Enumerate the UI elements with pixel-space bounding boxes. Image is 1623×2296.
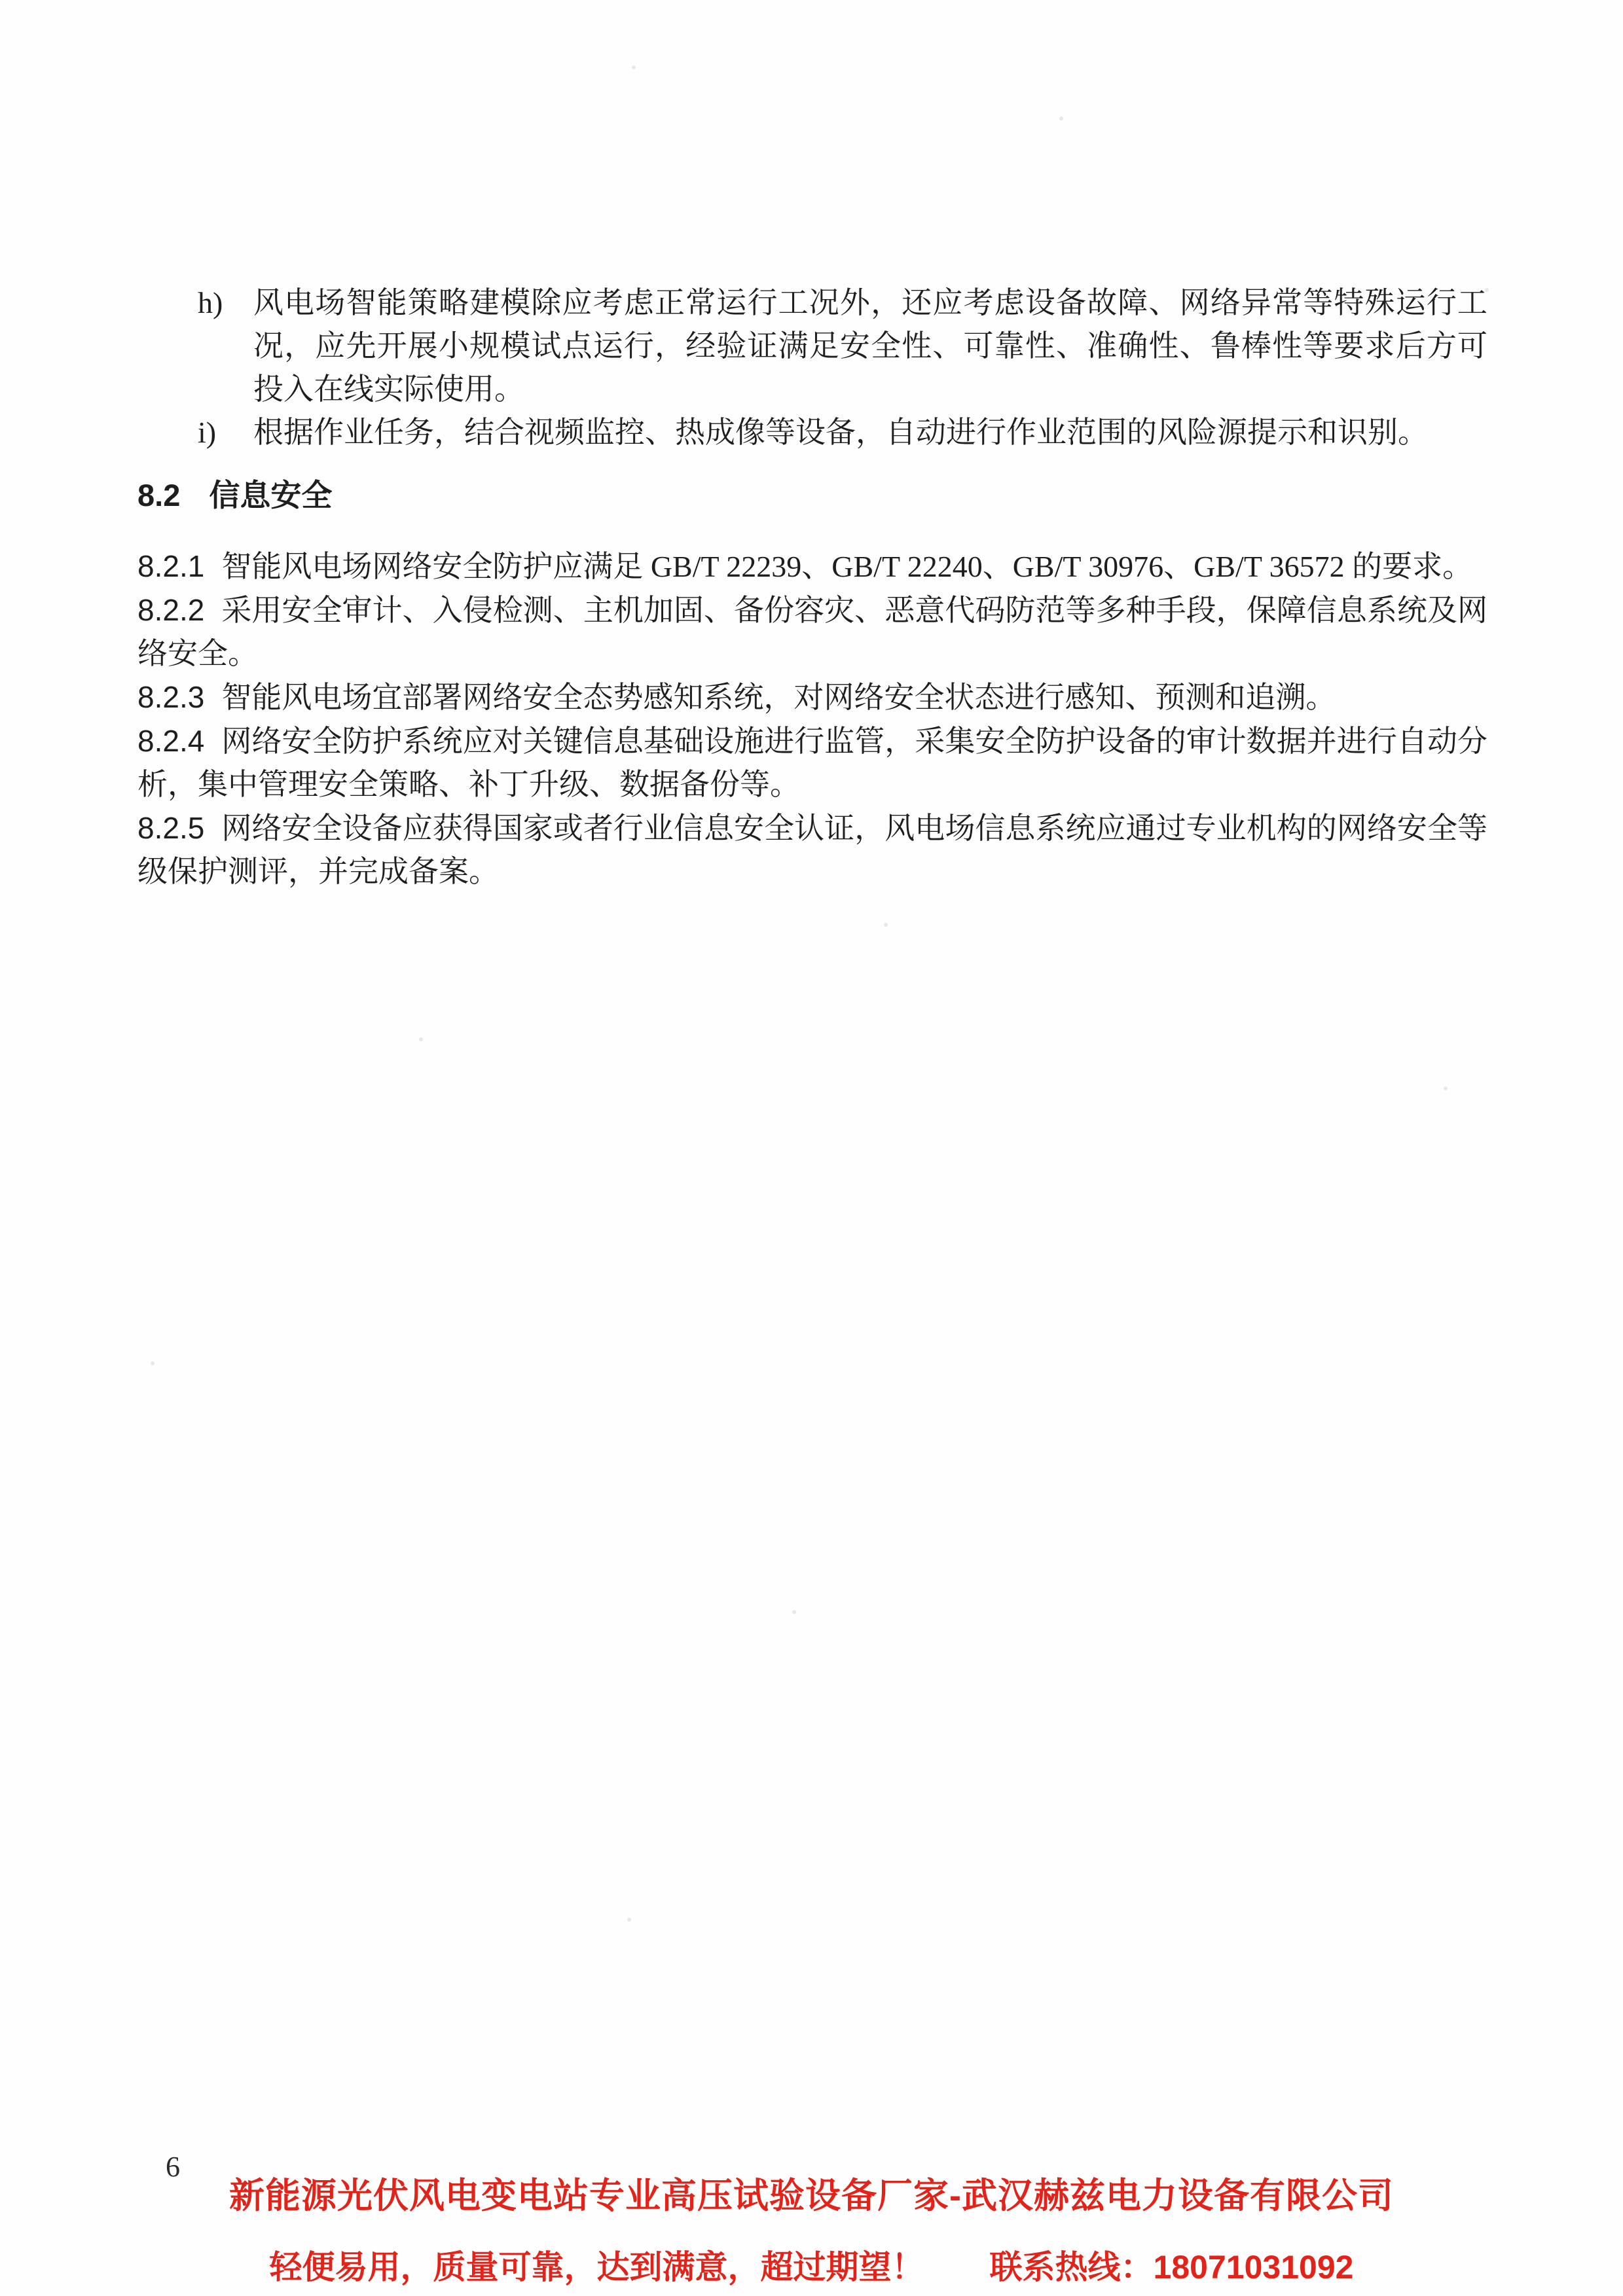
clause-8-2-1 <box>137 545 1487 588</box>
clause-8-2-4 <box>137 719 1487 806</box>
list-item-i-text: 根据作业任务，结合视频监控、热成像等设备，自动进行作业范围的风险源提示和识别。 <box>253 416 1428 449</box>
footer-slogan: 轻便易用，质量可靠，达到满意，超过期望！ <box>269 2249 924 2286</box>
clause-8-2-1-number: 8.2.1 <box>137 549 205 583</box>
clause-8-2-4-number: 8.2.4 <box>137 724 205 758</box>
clause-8-2-4-text: 网络安全防护系统应对关键信息基础设施进行监管，采集安全防护设备的审计数据并进行自动分析，集中管理安全策略、补丁升级、数据备份等。 <box>137 725 1487 801</box>
section-title: 信息安全 <box>209 478 333 512</box>
clause-8-2-5-text: 网络安全设备应获得国家或者行业信息安全认证，风电场信息系统应通过专业机构的网络安全等级保护测评，并完成备案。 <box>137 812 1487 888</box>
footer-hotline: 联系热线：18071031092 <box>989 2249 1354 2286</box>
clause-8-2-2-text: 采用安全审计、入侵检测、主机加固、备份容灾、恶意代码防范等多种手段，保障信息系统及网络安全。 <box>137 594 1487 670</box>
section-heading <box>137 474 1487 517</box>
document-body <box>137 281 1487 893</box>
scan-speckle <box>419 1037 423 1041</box>
scan-speckle <box>884 923 888 927</box>
scan-speckle <box>792 1610 796 1614</box>
scan-speckle <box>1444 1086 1448 1090</box>
clause-8-2-3-text: 智能风电场宜部署网络安全态势感知系统，对网络安全状态进行感知、预测和追溯。 <box>221 681 1336 714</box>
clause-8-2-3 <box>137 675 1487 719</box>
section-number: 8.2 <box>137 478 181 512</box>
clause-8-2-5 <box>137 806 1487 893</box>
clause-8-2-2-number: 8.2.2 <box>137 593 205 627</box>
clause-8-2-5-number: 8.2.5 <box>137 811 205 845</box>
list-item-h <box>198 281 1487 411</box>
scan-speckle <box>627 1918 631 1922</box>
clause-8-2-3-number: 8.2.3 <box>137 680 205 714</box>
scan-speckle <box>151 1361 155 1365</box>
scan-speckle <box>1485 288 1489 292</box>
list-item-i <box>198 411 1487 454</box>
footer-ad-line-2 <box>0 2241 1623 2288</box>
scan-speckle <box>632 65 636 69</box>
clause-8-2-2 <box>137 588 1487 675</box>
list-item-i-label: i) <box>198 416 217 449</box>
list-item-h-text: 风电场智能策略建模除应考虑正常运行工况外，还应考虑设备故障、网络异常等特殊运行工况，应先开展小规模试点运行，经验证满足安全性、可靠性、准确性、鲁棒性等要求后方可投入在线实际使用。 <box>253 286 1487 406</box>
clause-8-2-1-text: 智能风电场网络安全防护应满足 GB/T 22239、GB/T 22240、GB/T 30976、GB/T 36572 的要求。 <box>221 550 1473 583</box>
list-item-h-label: h) <box>198 286 223 319</box>
scan-speckle <box>1059 117 1063 120</box>
footer-ad-line-1: 新能源光伏风电变电站专业高压试验设备厂家-武汉赫兹电力设备有限公司 <box>229 2176 1394 2215</box>
page-number: 6 <box>166 2151 180 2183</box>
